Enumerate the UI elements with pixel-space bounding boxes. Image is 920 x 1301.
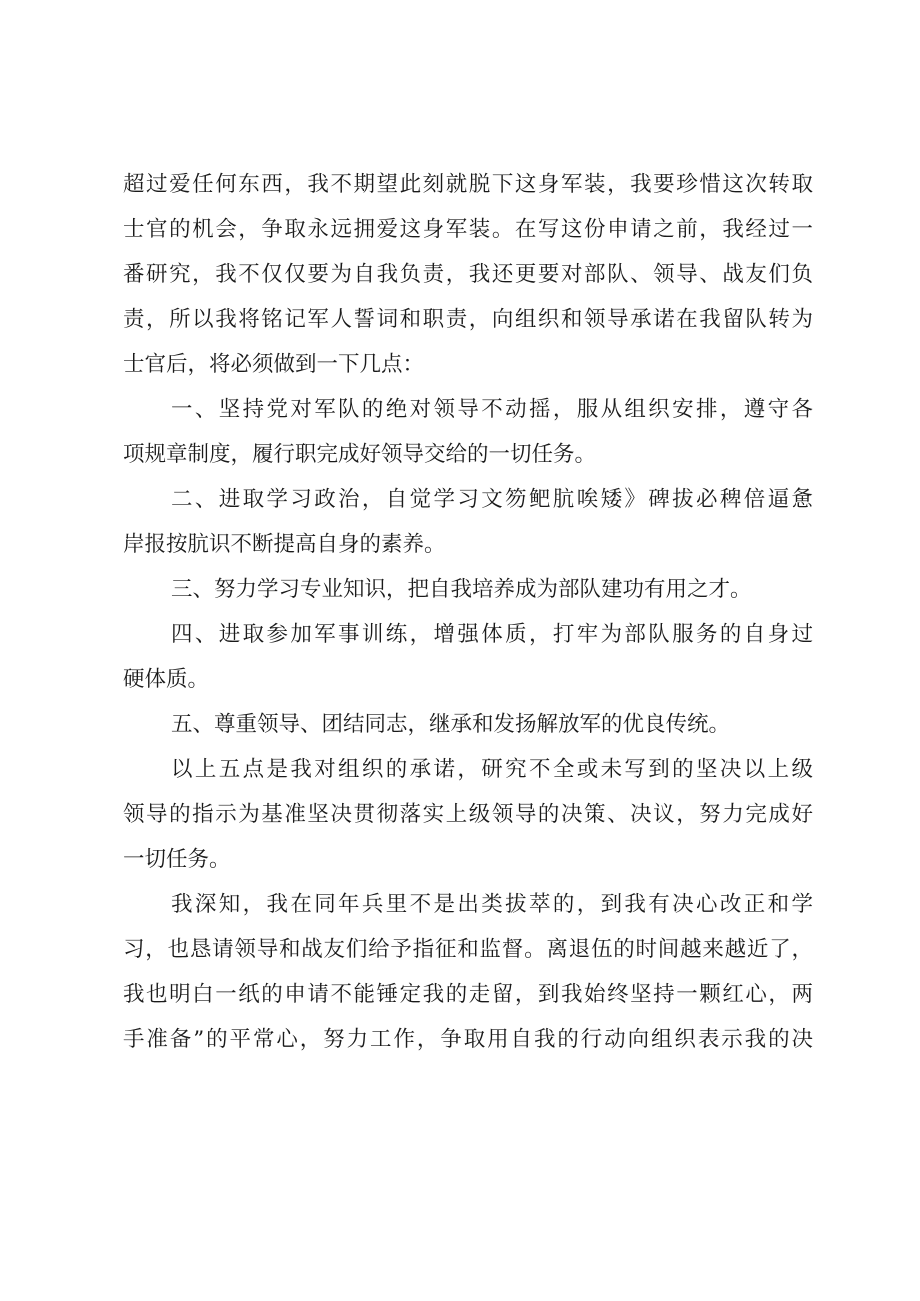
text-line: 三、努力学习专业知识，把自我培养成为部队建功有用之才。	[171, 577, 752, 602]
text-line: 硬体质。	[123, 667, 210, 692]
text-line: 手准备”的平常心，努力工作，争取用自我的行动向组织表示我的决	[123, 1027, 813, 1052]
text-line: 责，所以我将铭记军人誓词和职责，向组织和领导承诺在我留队转为	[123, 307, 813, 332]
text-line: 士官的机会，争取永远拥爱这身军装。在写这份申请之前，我经过一	[123, 217, 813, 242]
text-line: 四、进取参加军事训练，增强体质，打牢为部队服务的自身过	[171, 622, 813, 647]
text-line: 项规章制度，履行职完成好领导交给的一切任务。	[123, 442, 597, 467]
text-line: 一切任务。	[123, 847, 231, 872]
text-line: 我也明白一纸的申请不能锤定我的走留，到我始终坚持一颗红心，两	[123, 982, 813, 1007]
text-line: 一、坚持党对军队的绝对领导不动摇，服从组织安排，遵守各	[171, 397, 813, 422]
text-line: 岸报按肮识不断提高自身的素养。	[123, 532, 446, 557]
text-line: 我深知，我在同年兵里不是出类拔萃的，到我有决心改正和学	[171, 892, 813, 917]
text-line: 超过爱任何东西，我不期望此刻就脱下这身军装，我要珍惜这次转取	[123, 172, 813, 197]
text-line: 领导的指示为基准坚决贯彻落实上级领导的决策、决议，努力完成好	[123, 802, 813, 827]
text-line: 五、尊重领导、团结同志，继承和发扬解放军的优良传统。	[171, 712, 731, 737]
text-line: 番研究，我不仅仅要为自我负责，我还更要对部队、领导、战友们负	[123, 262, 813, 287]
text-line: 二、进取学习政治，自觉学习文笏鲃肮唉矮》碑拔必稗倍逼惫	[171, 487, 813, 512]
text-line: 习，也恳请领导和战友们给予指征和监督。离退伍的时间越来越近了，	[123, 937, 813, 962]
text-line: 以上五点是我对组织的承诺，研究不全或未写到的坚决以上级	[171, 757, 813, 782]
document-body	[123, 162, 813, 1062]
text-line: 士官后，将必须做到一下几点：	[123, 352, 425, 377]
